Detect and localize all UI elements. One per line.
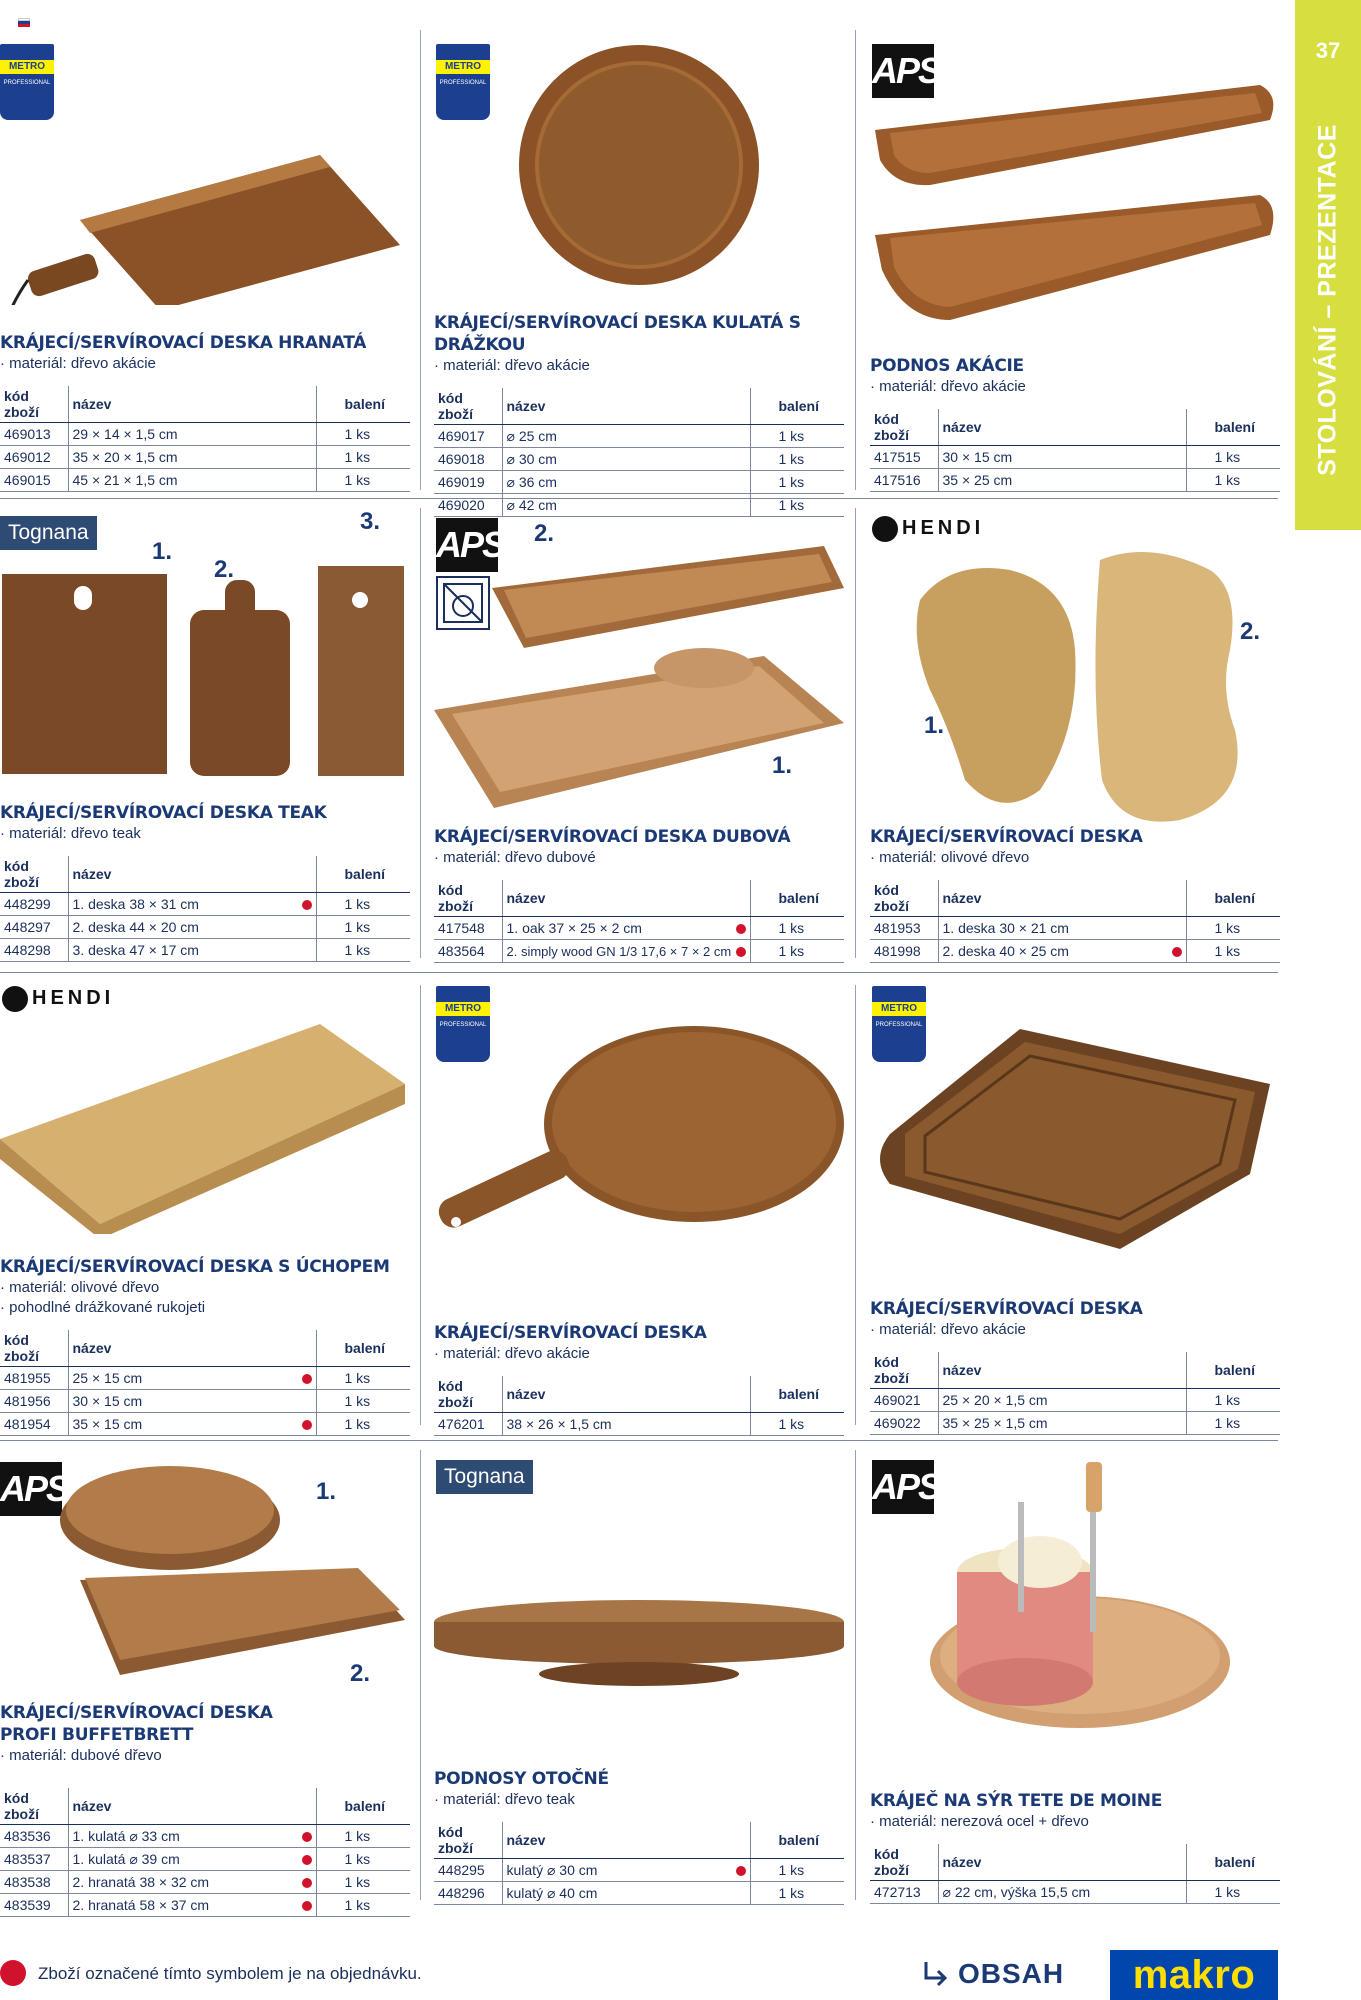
product-info — [0, 802, 410, 962]
table-row: 469022 35 × 25 × 1,5 cm 1 ks — [870, 1412, 1280, 1435]
hendi-logo: HENDI — [872, 514, 984, 542]
order-only-dot-icon — [736, 924, 746, 934]
product-cell — [434, 1442, 844, 1912]
order-only-dot-icon — [302, 1374, 312, 1384]
product-note: · materiál: dřevo dubové — [434, 849, 596, 866]
product-table: kód zboží název balení 469013 29 × 14 × 1,5 cm 1 ks 469012 35 × 20 × 1,5 cm 1 ks 469015 45 × 21 × 1,5 cm 1 ks — [0, 386, 410, 492]
metro-professional-logo: METRO PROFESSIONAL — [872, 986, 926, 1062]
product-table: kód zboží název balení 472713 ⌀ 22 cm, výška 15,5 cm 1 ks — [870, 1844, 1280, 1904]
row-divider — [0, 1440, 1278, 1441]
product-image — [0, 1024, 410, 1234]
table-row: 469018 ⌀ 30 cm 1 ks — [434, 448, 844, 471]
order-only-dot-icon — [302, 1420, 312, 1430]
item-number: 2. — [214, 556, 235, 583]
table-row: 417515 30 × 15 cm 1 ks — [870, 446, 1280, 469]
product-table: kód zboží název balení 469021 25 × 20 × 1,5 cm 1 ks 469022 35 × 25 × 1,5 cm 1 ks — [870, 1352, 1280, 1435]
product-cell — [870, 1442, 1280, 1912]
product-image — [434, 1592, 844, 1702]
product-table: kód zboží název balení 481953 1. deska 30 × 21 cm 1 ks 481998 2. deska 40 × 25 cm 1 ks — [870, 880, 1280, 963]
product-info — [434, 826, 844, 963]
product-title: KRÁJECÍ/SERVÍROVACÍ DESKA — [434, 1323, 707, 1343]
table-row: 448296 kulatý ⌀ 40 cm 1 ks — [434, 1882, 844, 1905]
product-note: · materiál: dřevo akácie — [434, 357, 590, 374]
product-cell — [434, 974, 844, 1440]
product-image — [514, 40, 764, 290]
product-image — [910, 1462, 1250, 1732]
aps-logo: APS — [872, 44, 934, 98]
product-table: kód zboží název balení 481955 25 × 15 cm 1 ks 481956 30 × 15 cm 1 ks 481954 35 × 15 cm 1 ks — [0, 1330, 410, 1436]
order-only-dot-icon — [302, 900, 312, 910]
item-number: 1. — [924, 712, 945, 739]
metro-professional-logo: METRO PROFESSIONAL — [0, 44, 54, 120]
product-title: PODNOSY OTOČNÉ — [434, 1769, 609, 1789]
item-number: 1. — [772, 752, 793, 779]
product-table: kód zboží název balení 448295 kulatý ⌀ 30 cm 1 ks 448296 kulatý ⌀ 40 cm 1 ks — [434, 1822, 844, 1905]
metro-professional-logo: METRO PROFESSIONAL — [436, 44, 490, 120]
product-note: · materiál: dřevo akácie — [434, 1345, 590, 1362]
order-only-dot-icon — [302, 1878, 312, 1888]
product-title: KRÁJEČ NA SÝR TETE DE MOINE — [870, 1791, 1163, 1811]
tognana-logo: Tognana — [0, 516, 97, 550]
product-note: · materiál: olivové dřevo — [0, 1279, 160, 1296]
product-image — [60, 1460, 410, 1690]
makro-logo: makro — [1110, 1950, 1278, 2000]
product-title: KRÁJECÍ/SERVÍROVACÍ DESKA HRANATÁ — [0, 333, 367, 353]
page-number: 37 — [1315, 38, 1341, 63]
table-row: 448295 kulatý ⌀ 30 cm 1 ks — [434, 1859, 844, 1882]
table-row: 469021 25 × 20 × 1,5 cm 1 ks — [870, 1389, 1280, 1412]
table-row: 417548 1. oak 37 × 25 × 2 cm 1 ks — [434, 917, 844, 940]
product-cell — [0, 0, 410, 498]
product-title: KRÁJECÍ/SERVÍROVACÍ DESKA TEAK — [0, 803, 327, 823]
row-divider — [0, 972, 1278, 973]
product-table: kód zboží název balení 483536 1. kulatá ⌀ 33 cm 1 ks 483537 1. kulatá ⌀ 39 cm 1 ks 483538 2. hranatá 38 × 32 cm 1 ks 483539 2. hranatá 58 × 37 cm 1 ks — [0, 1788, 410, 1917]
product-cell — [0, 974, 410, 1440]
contents-arrow-icon[interactable] — [920, 1958, 952, 1990]
order-only-dot-icon — [736, 1866, 746, 1876]
table-row: 469020 ⌀ 42 cm 1 ks — [434, 494, 844, 517]
metro-professional-logo: METRO PROFESSIONAL — [436, 986, 490, 1062]
product-info — [434, 1768, 844, 1905]
product-title: KRÁJECÍ/SERVÍROVACÍ DESKA S ÚCHOPEM — [0, 1257, 390, 1277]
table-row: 448298 3. deska 47 × 17 cm 1 ks — [0, 939, 410, 962]
product-title: KRÁJECÍ/SERVÍROVACÍ DESKA DUBOVÁ — [434, 827, 791, 847]
product-info — [0, 332, 410, 492]
item-number: 1. — [316, 1478, 337, 1505]
product-cell — [0, 500, 410, 972]
product-note: · materiál: nerezová ocel + dřevo — [870, 1813, 1089, 1830]
column-divider — [420, 985, 421, 1425]
product-title: PODNOS AKÁCIE — [870, 356, 1024, 376]
item-number: 1. — [152, 538, 173, 565]
product-image — [870, 1024, 1280, 1254]
section-title: STOLOVÁNÍ – PREZENTACE — [1313, 124, 1342, 476]
product-info — [434, 1322, 844, 1436]
table-row: 483564 2. simply wood GN 1/3 17,6 × 7 × 2 cm 1 ks — [434, 940, 844, 963]
order-only-dot-icon — [0, 1960, 26, 1986]
product-cell — [0, 1442, 410, 1912]
product-table: kód zboží název balení 417515 30 × 15 cm 1 ks 417516 35 × 25 cm 1 ks — [870, 409, 1280, 492]
product-table: kód zboží název balení 469017 ⌀ 25 cm 1 ks 469018 ⌀ 30 cm 1 ks 469019 ⌀ 36 cm 1 ks 469020 ⌀ 42 cm 1 ks — [434, 388, 844, 517]
product-info — [870, 1298, 1280, 1435]
table-row: 472713 ⌀ 22 cm, výška 15,5 cm 1 ks — [870, 1881, 1280, 1904]
table-row: 483537 1. kulatá ⌀ 39 cm 1 ks — [0, 1848, 410, 1871]
column-divider — [420, 508, 421, 958]
product-note: · pohodlné drážkované rukojeti — [0, 1299, 206, 1316]
item-number: 2. — [1240, 618, 1261, 645]
table-row: 448299 1. deska 38 × 31 cm 1 ks — [0, 893, 410, 916]
product-info — [870, 826, 1280, 963]
product-cell — [870, 500, 1280, 972]
table-row: 483538 2. hranatá 38 × 32 cm 1 ks — [0, 1871, 410, 1894]
product-cell — [434, 500, 844, 972]
product-info — [0, 1702, 410, 1917]
table-row: 481998 2. deska 40 × 25 cm 1 ks — [870, 940, 1280, 963]
table-row: 483539 2. hranatá 58 × 37 cm 1 ks — [0, 1894, 410, 1917]
tognana-logo: Tognana — [436, 1460, 533, 1494]
product-info — [870, 1790, 1280, 1904]
table-row: 469013 29 × 14 × 1,5 cm 1 ks — [0, 423, 410, 446]
product-info — [0, 1256, 410, 1436]
product-table: kód zboží název balení 476201 38 × 26 × 1,5 cm 1 ks — [434, 1376, 844, 1436]
column-divider — [855, 985, 856, 1425]
product-note: · materiál: dřevo teak — [0, 825, 141, 842]
item-number: 2. — [350, 1660, 371, 1687]
product-table: kód zboží název balení 448299 1. deska 38 × 31 cm 1 ks 448297 2. deska 44 × 20 cm 1 ks 448298 3. deska 47 × 17 cm 1 ks — [0, 856, 410, 962]
table-row: 481956 30 × 15 cm 1 ks — [0, 1390, 410, 1413]
column-divider — [855, 1450, 856, 1900]
product-info — [434, 312, 844, 517]
product-image — [0, 75, 410, 305]
table-row: 481953 1. deska 30 × 21 cm 1 ks — [870, 917, 1280, 940]
product-image — [0, 540, 410, 780]
order-only-dot-icon — [1172, 947, 1182, 957]
table-row: 483536 1. kulatá ⌀ 33 cm 1 ks — [0, 1825, 410, 1848]
contents-link[interactable]: OBSAH — [958, 1958, 1065, 1989]
table-row: 469015 45 × 21 × 1,5 cm 1 ks — [0, 469, 410, 492]
column-divider — [420, 1450, 421, 1900]
order-only-dot-icon — [302, 1901, 312, 1911]
product-info — [870, 355, 1280, 492]
order-only-dot-icon — [302, 1832, 312, 1842]
product-cell — [434, 0, 844, 513]
product-image — [870, 75, 1280, 335]
product-title: KRÁJECÍ/SERVÍROVACÍ DESKA KULATÁ S DRÁŽKOU — [434, 313, 801, 355]
table-row: 469019 ⌀ 36 cm 1 ks — [434, 471, 844, 494]
aps-logo: APS — [0, 1462, 62, 1516]
order-only-dot-icon — [736, 947, 746, 957]
aps-logo: APS — [872, 1460, 934, 1514]
order-only-dot-icon — [302, 1855, 312, 1865]
product-table: kód zboží název balení 417548 1. oak 37 × 25 × 2 cm 1 ks 483564 2. simply wood GN 1/3 17,6 × 7 × 2 cm 1 ks — [434, 880, 844, 963]
product-title: KRÁJECÍ/SERVÍROVACÍ DESKA — [870, 1299, 1143, 1319]
table-row: 469017 ⌀ 25 cm 1 ks — [434, 425, 844, 448]
table-row: 469012 35 × 20 × 1,5 cm 1 ks — [0, 446, 410, 469]
product-image — [870, 530, 1280, 830]
product-image — [434, 1024, 844, 1274]
product-note: · materiál: dřevo akácie — [870, 1321, 1026, 1338]
product-title: KRÁJECÍ/SERVÍROVACÍ DESKA PROFI BUFFETBRETT — [0, 1703, 273, 1745]
table-row: 476201 38 × 26 × 1,5 cm 1 ks — [434, 1413, 844, 1436]
item-number: 3. — [360, 508, 381, 535]
column-divider — [420, 30, 421, 490]
table-row: 481955 25 × 15 cm 1 ks — [0, 1367, 410, 1390]
table-row: 417516 35 × 25 cm 1 ks — [870, 469, 1280, 492]
item-number: 2. — [534, 520, 555, 547]
footer-note: Zboží označené tímto symbolem je na objednávku. — [38, 1964, 422, 1983]
product-cell — [870, 0, 1280, 498]
product-note: · materiál: olivové dřevo — [870, 849, 1030, 866]
product-note: · materiál: dubové dřevo — [0, 1747, 162, 1764]
product-cell — [870, 974, 1280, 1440]
column-divider — [855, 508, 856, 958]
table-row: 448297 2. deska 44 × 20 cm 1 ks — [0, 916, 410, 939]
product-note: · materiál: dřevo akácie — [870, 378, 1026, 395]
product-note: · materiál: dřevo teak — [434, 1791, 575, 1808]
aps-logo: APS — [436, 518, 498, 572]
column-divider — [855, 30, 856, 490]
section-tab — [1295, 0, 1361, 530]
product-title: KRÁJECÍ/SERVÍROVACÍ DESKA — [870, 827, 1143, 847]
hendi-logo: HENDI — [2, 984, 114, 1012]
table-row: 481954 35 × 15 cm 1 ks — [0, 1413, 410, 1436]
product-note: · materiál: dřevo akácie — [0, 355, 156, 372]
